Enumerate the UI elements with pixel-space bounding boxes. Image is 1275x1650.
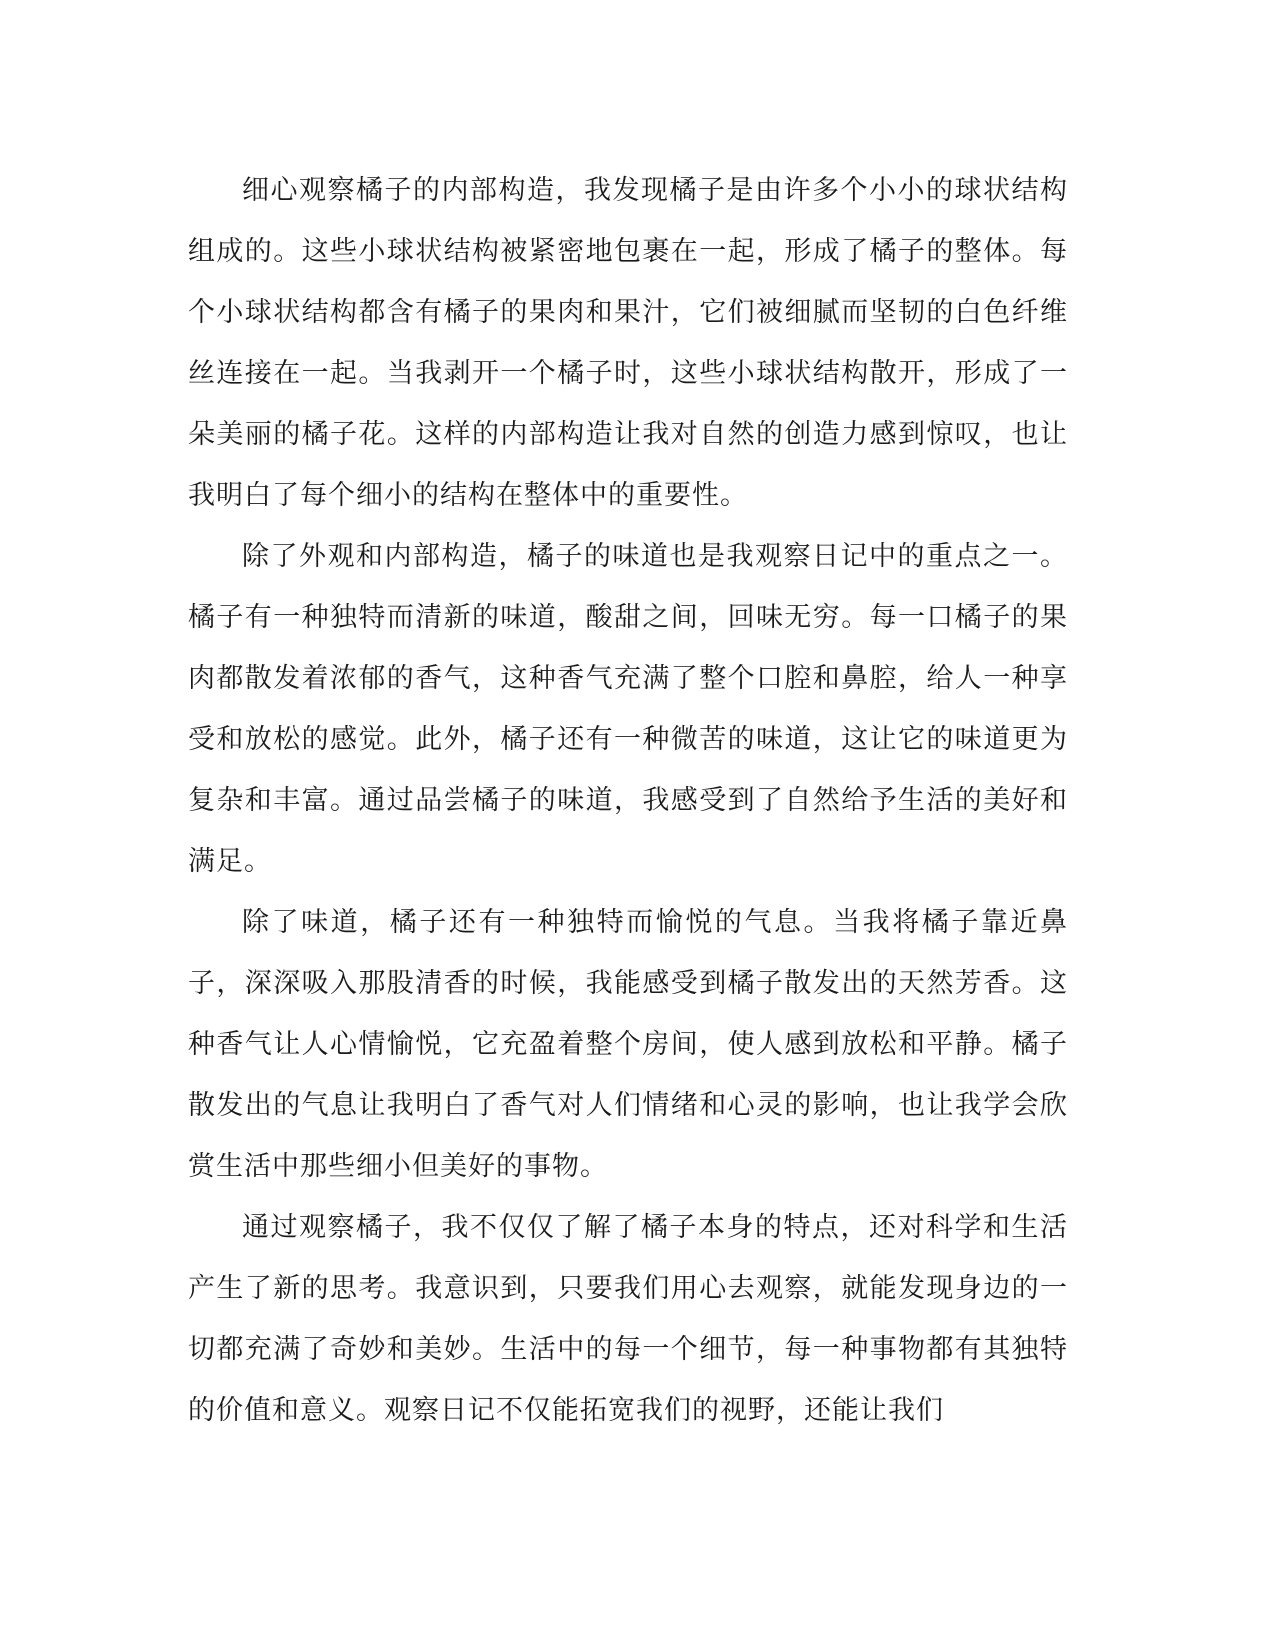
paragraph-taste: 除了外观和内部构造，橘子的味道也是我观察日记中的重点之一。橘子有一种独特而清新的味道，酸甜之间，回味无穷。每一口橘子的果肉都散发着浓郁的香气，这种香气充满了整个口腔和鼻腔，给人一种享受和放松的感觉。此外，橘子还有一种微苦的味道，这让它的味道更为复杂和丰富。通过品尝橘子的味道，我感受到了自然给予生活的美好和满足。 — [188, 541, 1068, 877]
paragraph-aroma: 除了味道，橘子还有一种独特而愉悦的气息。当我将橘子靠近鼻子，深深吸入那股清香的时候，我能感受到橘子散发出的天然芳香。这种香气让人心情愉悦，它充盈着整个房间，使人感到放松和平静。橘子散发出的气息让我明白了香气对人们情绪和心灵的影响，也让我学会欣赏生活中那些细小但美好的事物。 — [188, 907, 1068, 1182]
document-body — [188, 160, 1068, 1441]
paragraph-reflection: 通过观察橘子，我不仅仅了解了橘子本身的特点，还对科学和生活产生了新的思考。我意识到，只要我们用心去观察，就能发现身边的一切都充满了奇妙和美妙。生活中的每一个细节，每一种事物都有其独特的价值和意义。观察日记不仅能拓宽我们的视野，还能让我们 — [188, 1212, 1068, 1426]
paragraph-internal-structure: 细心观察橘子的内部构造，我发现橘子是由许多个小小的球状结构组成的。这些小球状结构被紧密地包裹在一起，形成了橘子的整体。每个小球状结构都含有橘子的果肉和果汁，它们被细腻而坚韧的白色纤维丝连接在一起。当我剥开一个橘子时，这些小球状结构散开，形成了一朵美丽的橘子花。这样的内部构造让我对自然的创造力感到惊叹，也让我明白了每个细小的结构在整体中的重要性。 — [188, 175, 1068, 511]
